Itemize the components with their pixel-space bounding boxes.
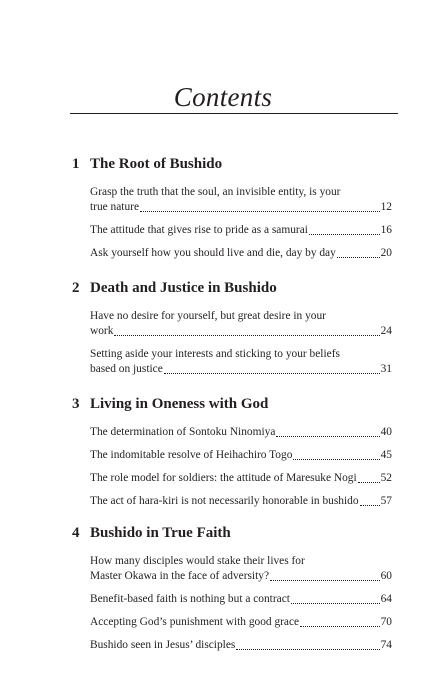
entry-title: The attitude that gives rise to pride as a samurai xyxy=(90,224,308,236)
page-number: 16 xyxy=(380,224,392,236)
dot-leader xyxy=(164,373,380,374)
toc-entry[interactable] xyxy=(90,347,392,377)
entry-leader-line xyxy=(90,471,392,486)
entry-list xyxy=(90,185,392,261)
entry-title: The act of hara-kiri is not necessarily honorable in bushido xyxy=(90,495,359,507)
toc-entry[interactable] xyxy=(90,615,392,630)
chapter-heading[interactable] xyxy=(72,396,392,416)
entry-leader-line xyxy=(90,246,392,261)
entry-title-line: Grasp the truth that the soul, an invisible entity, is your xyxy=(90,186,341,198)
entry-title-line: Have no desire for yourself, but great desire in your xyxy=(90,310,326,322)
entry-leader-line xyxy=(90,200,392,215)
entry-leader-line xyxy=(90,638,392,653)
chapter-number: 2 xyxy=(72,280,80,296)
dot-leader xyxy=(114,335,379,336)
entry-leader-line xyxy=(90,223,392,238)
dot-leader xyxy=(300,626,380,627)
toc-entry[interactable] xyxy=(90,309,392,339)
entry-list xyxy=(90,554,392,653)
entry-title: Bushido seen in Jesus’ disciples xyxy=(90,639,236,651)
entry-leader-line xyxy=(90,362,392,377)
dot-leader xyxy=(140,211,380,212)
chapter-heading[interactable] xyxy=(72,156,392,176)
chapter-2 xyxy=(72,280,392,385)
dot-leader xyxy=(358,482,380,483)
toc-entry[interactable] xyxy=(90,471,392,486)
dot-leader xyxy=(291,603,380,604)
dot-leader xyxy=(337,257,380,258)
dot-leader xyxy=(360,505,380,506)
chapter-3 xyxy=(72,396,392,517)
entry-list xyxy=(90,309,392,377)
chapter-title: Living in Oneness with God xyxy=(90,396,269,412)
dot-leader xyxy=(270,580,380,581)
page-number: 45 xyxy=(380,449,392,461)
toc-entry[interactable] xyxy=(90,494,392,509)
entry-title: Accepting God’s punishment with good grace xyxy=(90,616,300,628)
dot-leader xyxy=(236,649,379,650)
entry-leader-line xyxy=(90,592,392,607)
page-number: 31 xyxy=(380,363,392,375)
entry-title: The determination of Sontoku Ninomiya xyxy=(90,426,276,438)
toc-entry[interactable] xyxy=(90,554,392,584)
page-number: 20 xyxy=(380,247,392,259)
entry-title: true nature xyxy=(90,201,140,213)
entry-title: Ask yourself how you should live and die, day by day xyxy=(90,247,336,259)
entry-leader-line xyxy=(90,425,392,440)
entry-title: work xyxy=(90,325,114,337)
toc-entry[interactable] xyxy=(90,185,392,215)
page-number: 40 xyxy=(380,426,392,438)
toc-entry[interactable] xyxy=(90,223,392,238)
page-number: 52 xyxy=(380,472,392,484)
chapter-title: Death and Justice in Bushido xyxy=(90,280,277,296)
entry-title: Benefit-based faith is nothing but a contract xyxy=(90,593,290,605)
entry-title: Master Okawa in the face of adversity? xyxy=(90,570,270,582)
chapter-number: 4 xyxy=(72,525,80,541)
page-number: 74 xyxy=(380,639,392,651)
chapter-heading[interactable] xyxy=(72,525,392,545)
toc-entry[interactable] xyxy=(90,246,392,261)
toc-entry[interactable] xyxy=(90,592,392,607)
toc-entry[interactable] xyxy=(90,425,392,440)
page-title: Contents xyxy=(173,82,273,112)
entry-title: The indomitable resolve of Heihachiro Togo xyxy=(90,449,293,461)
entry-title: based on justice xyxy=(90,363,163,375)
page-number: 70 xyxy=(380,616,392,628)
toc-entry[interactable] xyxy=(90,638,392,653)
page-number: 12 xyxy=(380,201,392,213)
entry-leader-line xyxy=(90,324,392,339)
page-number: 64 xyxy=(380,593,392,605)
chapter-number: 1 xyxy=(72,156,80,172)
chapter-number: 3 xyxy=(72,396,80,412)
entry-leader-line xyxy=(90,494,392,509)
entry-title-line: Setting aside your interests and sticking to your beliefs xyxy=(90,348,340,360)
dot-leader xyxy=(293,459,379,460)
chapter-1 xyxy=(72,156,392,269)
entry-title: The role model for soldiers: the attitude of Maresuke Nogi xyxy=(90,472,357,484)
page-number: 24 xyxy=(380,325,392,337)
dot-leader xyxy=(309,234,380,235)
toc-entry[interactable] xyxy=(90,448,392,463)
entry-title-line: How many disciples would stake their lives for xyxy=(90,555,305,567)
page-number: 60 xyxy=(380,570,392,582)
entry-leader-line xyxy=(90,448,392,463)
entry-leader-line xyxy=(90,569,392,584)
entry-leader-line xyxy=(90,615,392,630)
entry-list xyxy=(90,425,392,509)
chapter-4 xyxy=(72,525,392,661)
title-rule xyxy=(70,113,398,114)
chapter-title: The Root of Bushido xyxy=(90,156,223,172)
page-number: 57 xyxy=(380,495,392,507)
chapter-heading[interactable] xyxy=(72,280,392,300)
chapter-title: Bushido in True Faith xyxy=(90,525,231,541)
dot-leader xyxy=(276,436,379,437)
